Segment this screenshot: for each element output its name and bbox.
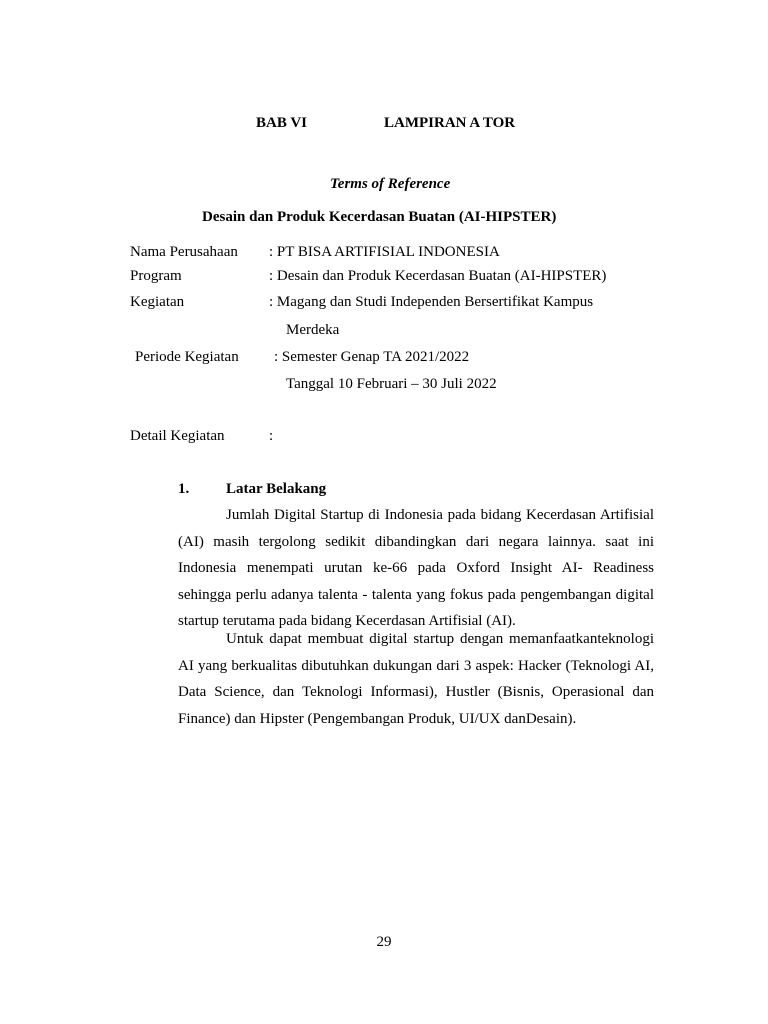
section-title: Latar Belakang <box>226 481 327 497</box>
field-value-program: : Desain dan Produk Kecerdasan Buatan (AI-HIPSTER) <box>269 268 607 284</box>
chapter-title: LAMPIRAN A TOR <box>384 115 516 131</box>
paragraph-2-text: Untuk dapat membuat digital startup dengan memanfaatkanteknologi AI yang berkualitas dibutuhkan dukungan dari 3 aspek: Hacker (Teknologi AI, Data Science, dan Teknologi Informasi), Hustler (Bisnis, Operasional dan Finance) dan Hipster (Pengembangan Produk, UI/UX danDesain). <box>178 631 654 727</box>
field-value-period-cont: Tanggal 10 Februari – 30 Juli 2022 <box>286 376 497 392</box>
field-label-company: Nama Perusahaan <box>130 244 238 260</box>
document-subtitle: Terms of Reference <box>330 176 451 192</box>
chapter-number: BAB VI <box>256 115 307 131</box>
field-value-activity: : Magang dan Studi Independen Bersertifikat Kampus <box>269 294 594 310</box>
field-value-activity-cont: Merdeka <box>286 322 340 338</box>
page-number: 29 <box>376 934 392 950</box>
paragraph-2 <box>178 626 654 732</box>
paragraph-1-text: Jumlah Digital Startup di Indonesia pada bidang Kecerdasan Artifisial (AI) masih tergolong sedikit dibandingkan dari negara lainnya. saat ini Indonesia menempati urutan ke-66 pada Oxford Insight AI- Readiness sehingga perlu adanya talenta - talenta yang fokus pada pengembangan digital startup terutama pada bidang Kecerdasan Artifisial (AI). <box>178 507 654 629</box>
field-value-company: : PT BISA ARTIFISIAL INDONESIA <box>269 244 500 260</box>
field-label-detail: Detail Kegiatan <box>130 428 225 444</box>
field-label-activity: Kegiatan <box>130 294 185 310</box>
field-value-detail: : <box>269 428 274 444</box>
field-value-period: : Semester Genap TA 2021/2022 <box>274 349 470 365</box>
document-heading: Desain dan Produk Kecerdasan Buatan (AI-HIPSTER) <box>202 209 557 225</box>
field-label-program: Program <box>130 268 182 284</box>
field-label-period: Periode Kegiatan <box>135 349 239 365</box>
section-number: 1. <box>178 481 190 497</box>
paragraph-1 <box>178 502 654 635</box>
